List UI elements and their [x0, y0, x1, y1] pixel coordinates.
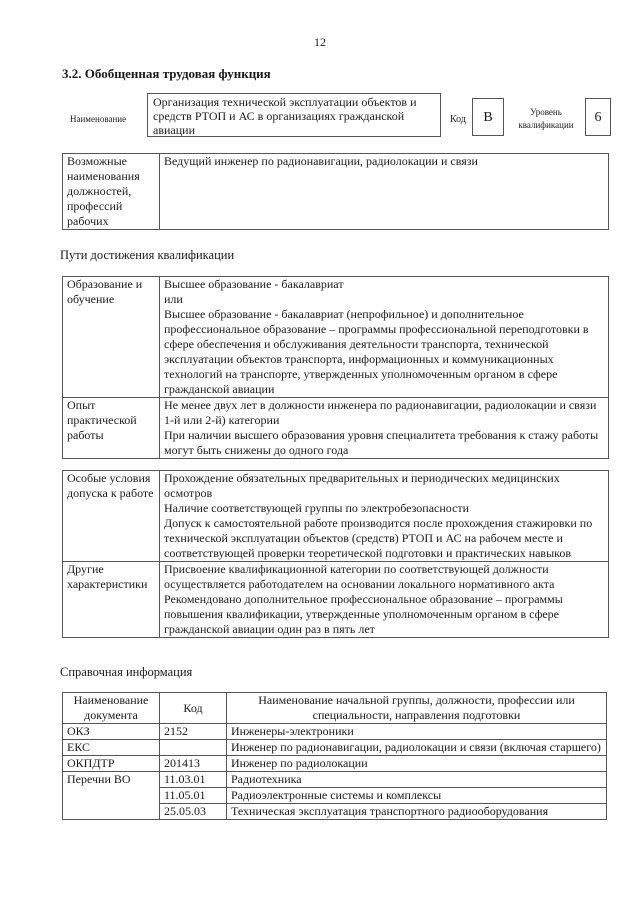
- positions-label: Возможные наименования должностей, профессий рабочих: [63, 154, 160, 230]
- paragraph: Присвоение квалификационной категории по соответствующей должности осуществляется работодателем на основании локального нормативного акта: [164, 562, 555, 591]
- function-code-label: Код: [450, 114, 466, 125]
- cell-name: Радиотехника: [227, 772, 607, 788]
- positions-value: Ведущий инженер по радионавигации, радиолокации и связи: [160, 154, 609, 230]
- reference-table: [62, 692, 607, 820]
- education-value: [160, 277, 609, 398]
- table-row: [63, 471, 609, 562]
- cell-name: Радиоэлектронные системы и комплексы: [227, 788, 607, 804]
- cell-doc: ОКЗ: [63, 724, 160, 740]
- table-row: [63, 772, 607, 788]
- reference-info-heading: Справочная информация: [60, 665, 193, 679]
- cell-code: 25.05.03: [160, 804, 227, 820]
- cell-name: Инженеры-электроники: [227, 724, 607, 740]
- table-row: [63, 740, 607, 756]
- cell-code: 11.03.01: [160, 772, 227, 788]
- experience-label: Опыт практической работы: [63, 398, 160, 459]
- admission-conditions-label: Особые условия допуска к работе: [63, 471, 160, 562]
- qualification-paths-heading: Пути достижения квалификации: [60, 248, 235, 262]
- table-row: [63, 398, 609, 459]
- admission-conditions-value: [160, 471, 609, 562]
- education-label: Образование и обучение: [63, 277, 160, 398]
- table-row: [63, 724, 607, 740]
- cell-name: Техническая эксплуатация транспортного радиооборудования: [227, 804, 607, 820]
- function-code-value: В: [472, 98, 504, 136]
- column-header-code: Код: [160, 693, 227, 724]
- other-characteristics-label: Другие характеристики: [63, 562, 160, 638]
- other-characteristics-value: [160, 562, 609, 638]
- qualification-level-label: Уровень квалификации: [518, 107, 574, 130]
- paragraph: Высшее образование - бакалавриат: [164, 277, 344, 291]
- qualification-level-value: 6: [585, 98, 611, 136]
- table-row: [63, 154, 609, 230]
- page-number: 12: [314, 35, 326, 49]
- cell-code: 2152: [160, 724, 227, 740]
- cell-code: 201413: [160, 756, 227, 772]
- cell-doc: Перечни ВО: [63, 772, 160, 820]
- paragraph: При наличии высшего образования уровня специалитета требования к стажу работы могут быть снижены до одного года: [164, 428, 599, 457]
- table-header-row: [63, 693, 607, 724]
- paragraph: Высшее образование - бакалавриат (непрофильное) и дополнительное профессиональное образование – программы профессиональной переподготовки в сфере обеспечения и обслуживания деятельности транспорта, технической эксплуатации объектов транспорта, информационных и коммуникационных технологий на транспорте, утвержденных уполномоченным органом в сфере гражданской авиации: [164, 307, 589, 396]
- section-title: 3.2. Обобщенная трудовая функция: [62, 66, 271, 81]
- column-header-document: Наименование документа: [63, 693, 160, 724]
- cell-doc: ЕКС: [63, 740, 160, 756]
- paragraph: или: [164, 292, 183, 306]
- qualification-paths-table: [62, 276, 609, 459]
- table-row: [63, 562, 609, 638]
- cell-code: [160, 740, 227, 756]
- paragraph: Допуск к самостоятельной работе производится после прохождения стажировки по технической эксплуатации объектов (средств) РТОП и АС на рабочем месте и соответствующей проверки теоретической подготовки и практических навыков: [164, 516, 593, 560]
- table-row: [63, 277, 609, 398]
- cell-doc: ОКПДТР: [63, 756, 160, 772]
- function-name-value: Организация технической эксплуатации объектов и средств РТОП и АС в организациях гражданской авиации: [147, 93, 441, 137]
- table-row: [63, 756, 607, 772]
- function-name-label: Наименование: [70, 114, 127, 124]
- paragraph: Не менее двух лет в должности инженера по радионавигации, радиолокации и связи 1-й или 2-й) категории: [164, 398, 597, 427]
- cell-name: Инженер по радиолокации: [227, 756, 607, 772]
- conditions-table: [62, 470, 609, 638]
- experience-value: [160, 398, 609, 459]
- paragraph: Прохождение обязательных предварительных и периодических медицинских осмотров: [164, 471, 560, 500]
- paragraph: Наличие соответствующей группы по электробезопасности: [164, 501, 470, 515]
- cell-name: Инженер по радионавигации, радиолокации и связи (включая старшего): [227, 740, 607, 756]
- paragraph: Рекомендовано дополнительное профессиональное образование – программы повышения квалификации, утвержденные уполномоченным органом в сфере гражданской авиации один раз в пять лет: [164, 592, 563, 636]
- column-header-name: Наименование начальной группы, должности, профессии или специальности, направления подготовки: [227, 693, 607, 724]
- cell-code: 11.05.01: [160, 788, 227, 804]
- positions-table: [62, 153, 609, 230]
